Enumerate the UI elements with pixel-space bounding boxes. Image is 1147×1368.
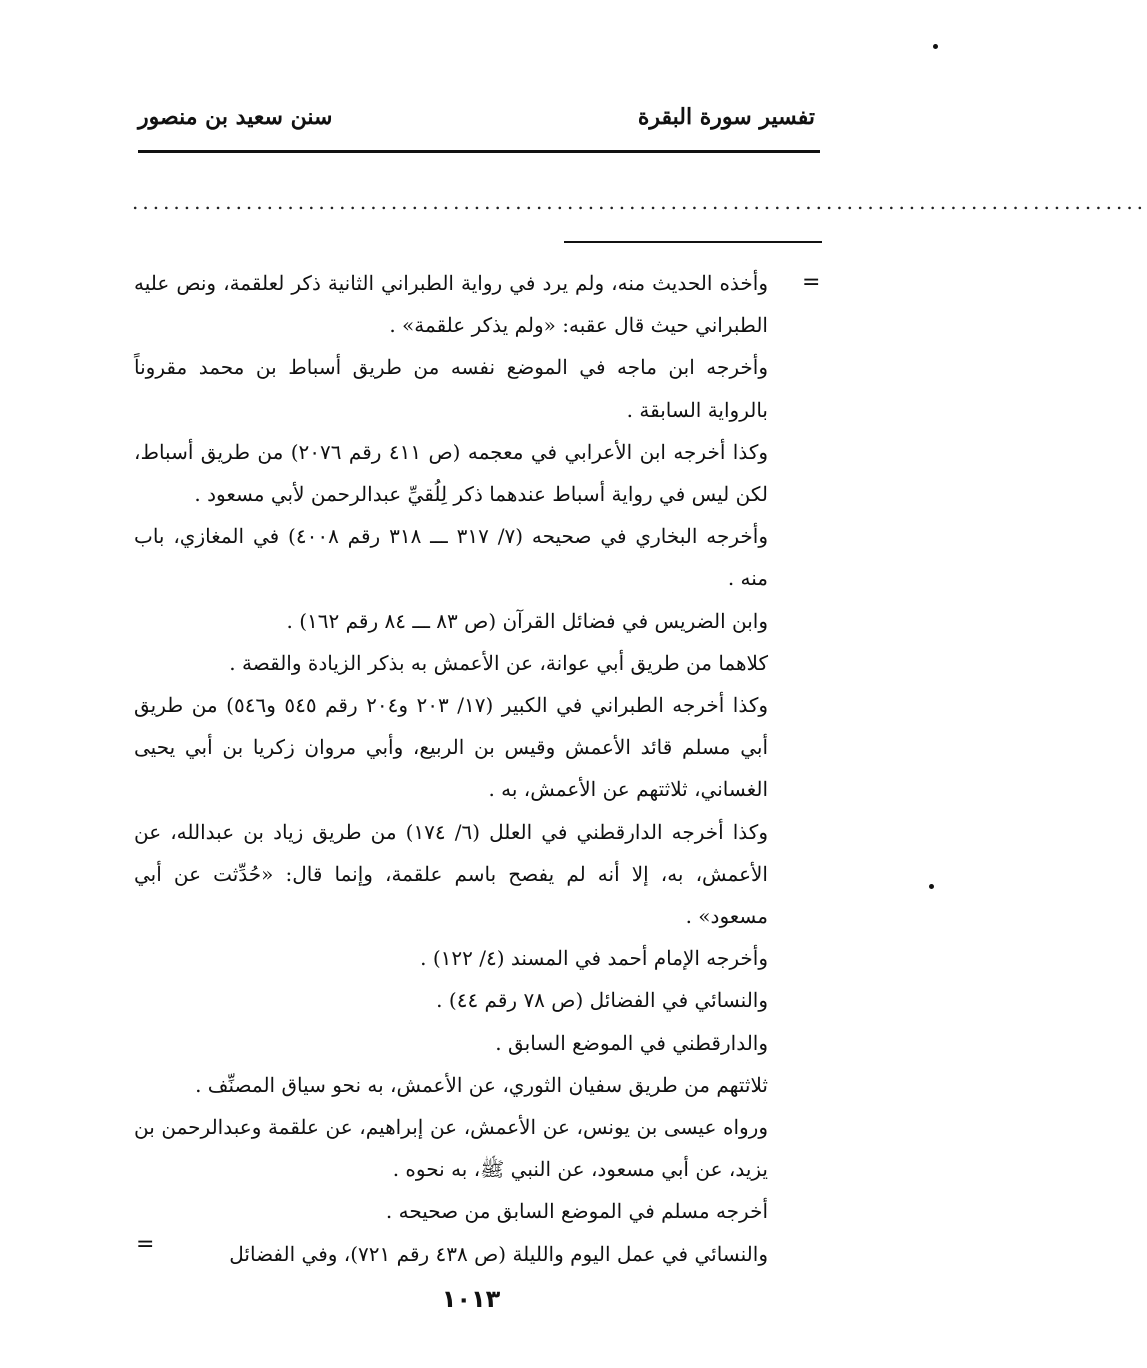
dotted-separator: .................................................................................................. <box>132 190 1147 214</box>
paragraph: وأخذه الحديث منه، ولم يرد في رواية الطبراني الثانية ذكر لعلقمة، ونص عليه الطبراني حيث قال عقبه: «ولم يذكر علقمة» . <box>134 271 768 338</box>
continuation-mark-bottom: = <box>136 1232 155 1257</box>
continuation-mark-top: = <box>802 270 821 295</box>
paragraph: وأخرجه الإمام أحمد في المسند (٤/ ١٢٢) . <box>420 946 768 971</box>
paragraph: ثلاثتهم من طريق سفيان الثوري، عن الأعمش، به نحو سياق المصنِّف . <box>195 1072 768 1097</box>
scan-speck <box>929 884 934 889</box>
paragraph: وأخرجه البخاري في صحيحه (٧/ ٣١٧ ـــ ٣١٨ رقم ٤٠٠٨) في المغازي، باب منه . <box>134 524 768 591</box>
page-header-surah-title: تفسير سورة البقرة <box>637 104 815 130</box>
paragraph: وابن الضريس في فضائل القرآن (ص ٨٣ ـــ ٨٤ رقم ١٦٢) . <box>286 608 768 633</box>
header-rule <box>138 150 820 153</box>
page-number: ١٠١٣ <box>441 1285 501 1313</box>
paragraph: وكذا أخرجه الطبراني في الكبير (١٧/ ٢٠٣ و٢٠٤ رقم ٥٤٥ و٥٤٦) من طريق أبي مسلم قائد الأعمش وقيس بن الربيع، وأبي مروان زكريا بن أبي يحيى الغساني، ثلاثتهم عن الأعمش، به . <box>134 693 769 802</box>
page-header-book-title: سنن سعيد بن منصور <box>138 104 333 130</box>
paragraph: وكذا أخرجه الدارقطني في العلل (٦/ ١٧٤) من طريق زياد بن عبدالله، عن الأعمش، به، إلا أنه لم يفصح باسم علقمة، وإنما قال: «حُدِّثت عن أبي مسعود» . <box>134 819 768 929</box>
paragraph: كلاهما من طريق أبي عوانة، عن الأعمش به بذكر الزيادة والقصة . <box>229 650 768 675</box>
footnote-body <box>134 262 768 1275</box>
paragraph: والنسائي في عمل اليوم والليلة (ص ٤٣٨ رقم ٧٢١)، وفي الفضائل <box>229 1241 768 1266</box>
paragraph: ورواه عيسى بن يونس، عن الأعمش، عن إبراهيم، عن علقمة وعبدالرحمن بن يزيد، عن أبي مسعود، عن النبي ﷺ، به نحوه . <box>134 1115 768 1182</box>
scan-speck <box>933 44 938 49</box>
paragraph: وكذا أخرجه ابن الأعرابي في معجمه (ص ٤١١ رقم ٢٠٧٦) من طريق أسباط، لكن ليس في رواية أسباط عندهما ذكر لِلُقيِّ عبدالرحمن لأبي مسعود . <box>134 439 769 507</box>
paragraph: والنسائي في الفضائل (ص ٧٨ رقم ٤٤) . <box>436 988 768 1013</box>
footnote-rule <box>564 241 822 243</box>
paragraph: أخرجه مسلم في الموضع السابق من صحيحه . <box>385 1199 768 1224</box>
paragraph: والدارقطني في الموضع السابق . <box>495 1030 768 1055</box>
paragraph: وأخرجه ابن ماجه في الموضع نفسه من طريق أسباط بن محمد مقروناً بالرواية السابقة . <box>134 355 768 422</box>
